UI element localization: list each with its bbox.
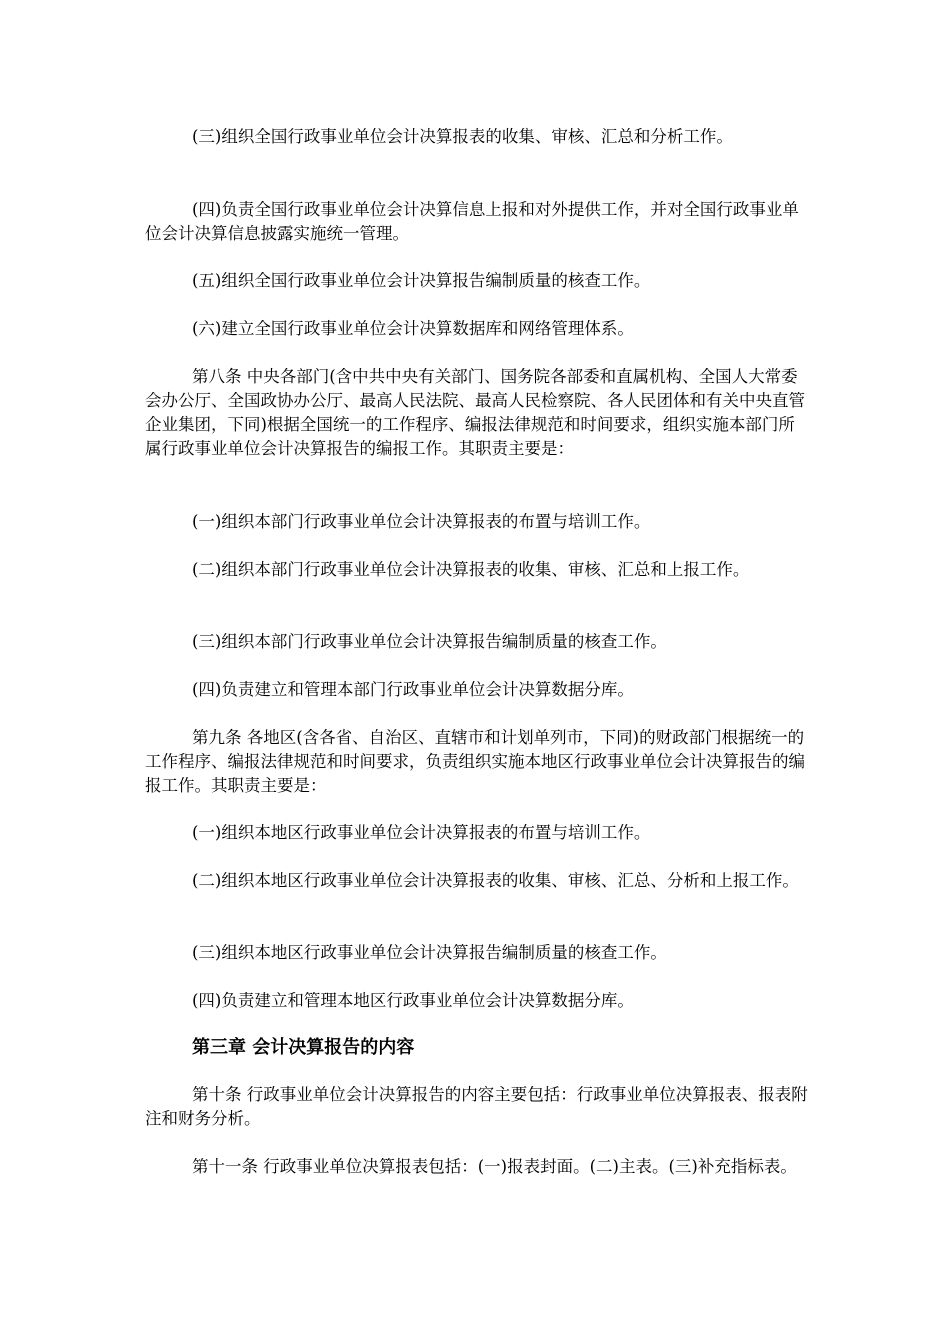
- paragraph-article-11: 第十一条 行政事业单位决算报表包括：(一)报表封面。(二)主表。(三)补充指标表。: [192, 1157, 797, 1176]
- paragraph-item-5-national: (五)组织全国行政事业单位会计决算报告编制质量的核查工作。: [192, 271, 651, 290]
- paragraph-item-3-national: (三)组织全国行政事业单位会计决算报表的收集、审核、汇总和分析工作。: [192, 127, 733, 146]
- paragraph-item-3-region: (三)组织本地区行政事业单位会计决算报告编制质量的核查工作。: [192, 943, 667, 962]
- paragraph-item-4-national: (四)负责全国行政事业单位会计决算信息上报和对外提供工作，并对全国行政事业单位会计决算信息披露实施统一管理。: [145, 200, 799, 243]
- paragraph-item-2-region: (二)组织本地区行政事业单位会计决算报表的收集、审核、汇总、分析和上报工作。: [192, 871, 799, 890]
- paragraph-item-6-national: (六)建立全国行政事业单位会计决算数据库和网络管理体系。: [192, 319, 634, 338]
- paragraph-article-9: 第九条 各地区(含各省、自治区、直辖市和计划单列市，下同)的财政部门根据统一的工作程序、编报法律规范和时间要求，负责组织实施本地区行政事业单位会计决算报告的编报工作。其职责主要是：: [145, 728, 805, 795]
- paragraph-item-1-department: (一)组织本部门行政事业单位会计决算报表的布置与培训工作。: [192, 512, 651, 531]
- paragraph-article-8: 第八条 中央各部门(含中共中央有关部门、国务院各部委和直属机构、全国人大常委会办公厅、全国政协办公厅、最高人民法院、最高人民检察院、各人民团体和有关中央直管企业集团，下同)根据全国统一的工作程序、编报法律规范和时间要求，组织实施本部门所属行政事业单位会计决算报告的编报工作。其职责主要是：: [145, 367, 805, 458]
- paragraph-item-2-department: (二)组织本部门行政事业单位会计决算报表的收集、审核、汇总和上报工作。: [192, 560, 750, 579]
- chapter-heading: 第三章 会计决算报告的内容: [192, 1037, 415, 1058]
- paragraph-item-4-region: (四)负责建立和管理本地区行政事业单位会计决算数据分库。: [192, 991, 634, 1010]
- paragraph-item-4-department: (四)负责建立和管理本部门行政事业单位会计决算数据分库。: [192, 680, 634, 699]
- paragraph-article-10: 第十条 行政事业单位会计决算报告的内容主要包括：行政事业单位决算报表、报表附注和财务分析。: [145, 1085, 808, 1128]
- paragraph-item-1-region: (一)组织本地区行政事业单位会计决算报表的布置与培训工作。: [192, 823, 651, 842]
- paragraph-item-3-department: (三)组织本部门行政事业单位会计决算报告编制质量的核查工作。: [192, 632, 667, 651]
